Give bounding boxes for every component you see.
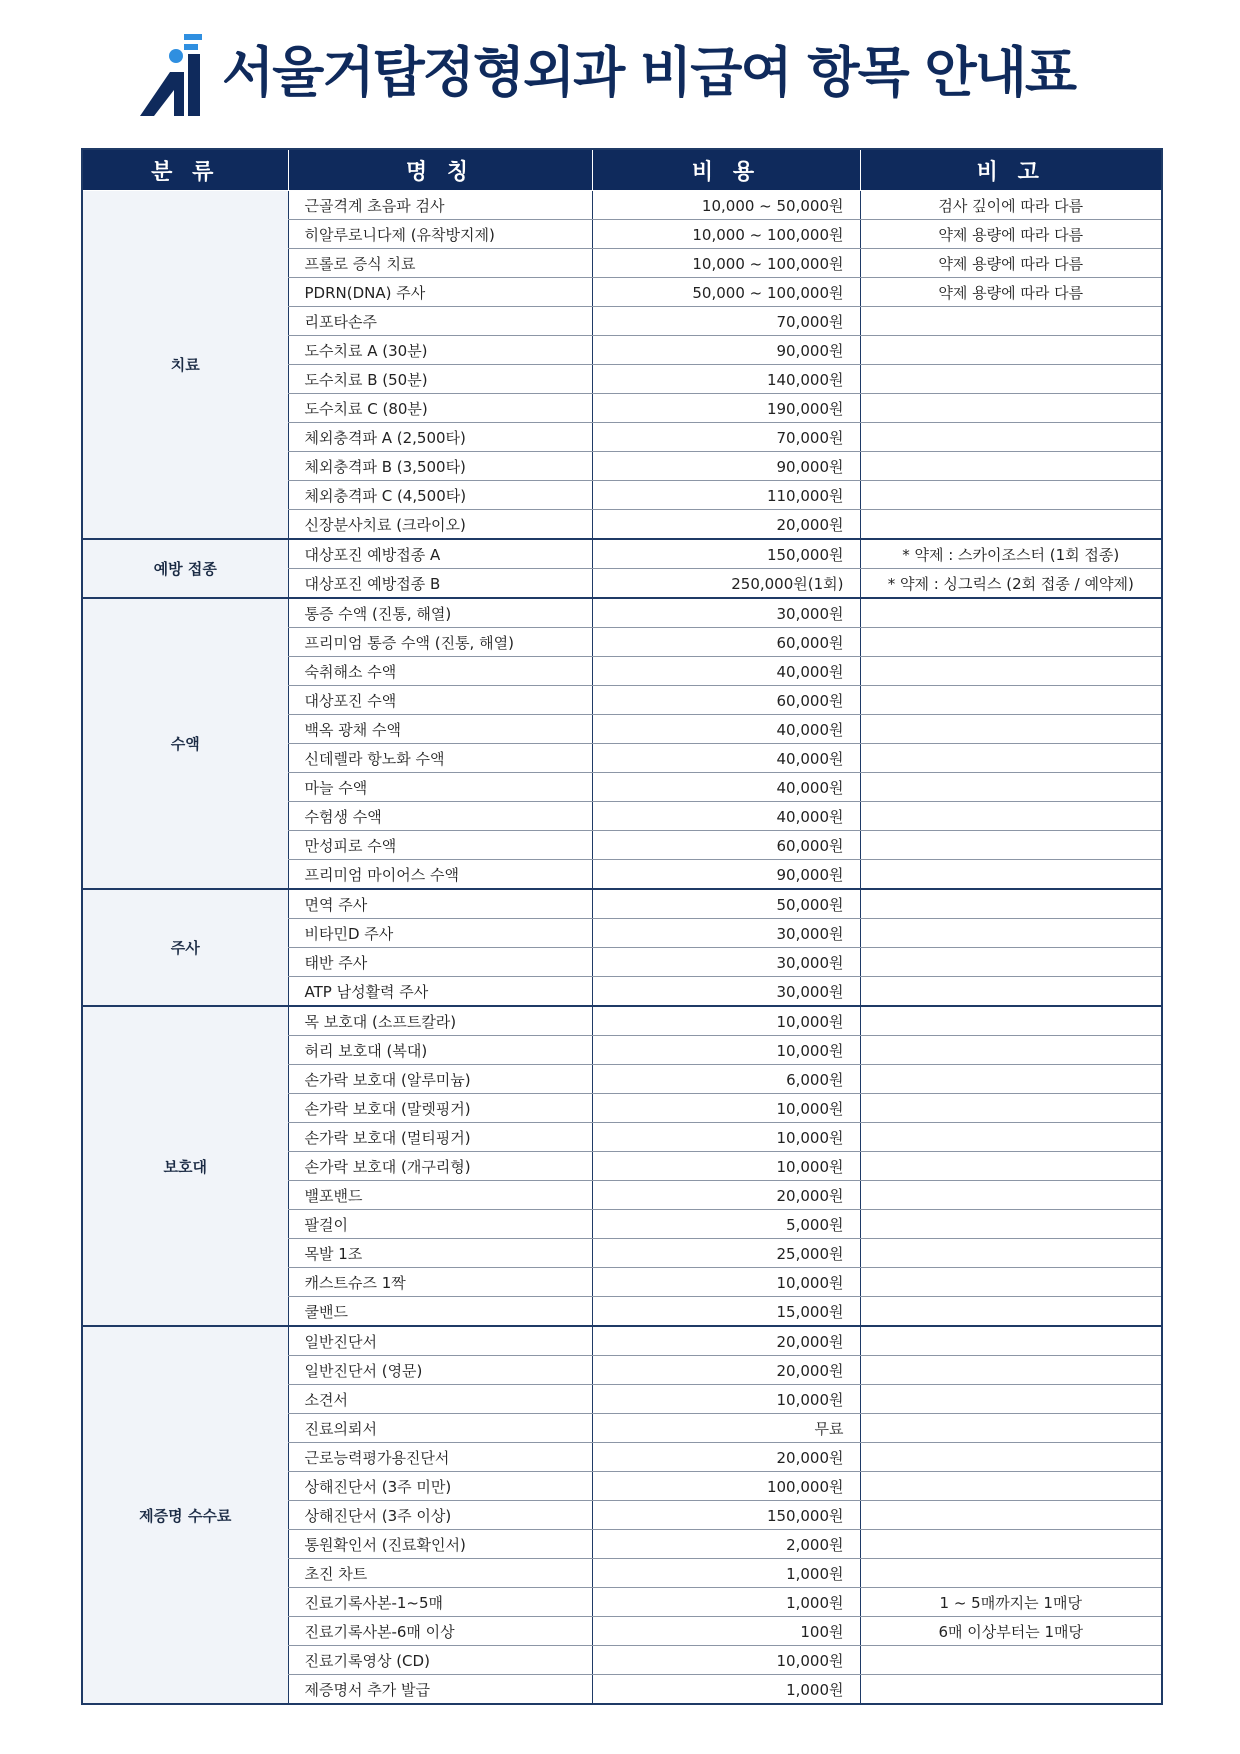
item-name-cell: 통원확인서 (진료확인서)	[288, 1530, 592, 1559]
item-note-cell	[860, 628, 1162, 657]
item-price-cell: 60,000원	[592, 628, 860, 657]
item-name-cell: 목발 1조	[288, 1239, 592, 1268]
item-name-cell: 근골격계 초음파 검사	[288, 191, 592, 220]
category-cell: 보호대	[82, 1006, 288, 1326]
item-name-cell: 프롤로 증식 치료	[288, 249, 592, 278]
item-name-cell: 체외충격파 C (4,500타)	[288, 481, 592, 510]
item-price-cell: 110,000원	[592, 481, 860, 510]
item-name-cell: 대상포진 예방접종 B	[288, 569, 592, 599]
item-price-cell: 20,000원	[592, 1181, 860, 1210]
item-note-cell: 1 ~ 5매까지는 1매당	[860, 1588, 1162, 1617]
item-name-cell: 면역 주사	[288, 889, 592, 919]
item-name-cell: 만성피로 수액	[288, 831, 592, 860]
table-row	[82, 1326, 1162, 1356]
item-name-cell: 소견서	[288, 1385, 592, 1414]
item-price-cell: 10,000 ~ 100,000원	[592, 249, 860, 278]
item-name-cell: 진료기록사본-1~5매	[288, 1588, 592, 1617]
item-note-cell	[860, 919, 1162, 948]
item-note-cell	[860, 365, 1162, 394]
item-note-cell	[860, 744, 1162, 773]
category-cell: 주사	[82, 889, 288, 1006]
item-note-cell	[860, 1210, 1162, 1239]
item-price-cell: 10,000원	[592, 1123, 860, 1152]
item-price-cell: 140,000원	[592, 365, 860, 394]
item-price-cell: 10,000원	[592, 1152, 860, 1181]
item-note-cell	[860, 452, 1162, 481]
page-title: 서울거탑정형외과 비급여 항목 안내표	[222, 41, 1076, 104]
item-note-cell	[860, 831, 1162, 860]
item-price-cell: 30,000원	[592, 598, 860, 628]
item-price-cell: 90,000원	[592, 860, 860, 890]
item-note-cell: 약제 용량에 따라 다름	[860, 278, 1162, 307]
item-note-cell	[860, 307, 1162, 336]
item-price-cell: 30,000원	[592, 948, 860, 977]
item-name-cell: 숙취해소 수액	[288, 657, 592, 686]
item-note-cell: 6매 이상부터는 1매당	[860, 1617, 1162, 1646]
item-name-cell: 손가락 보호대 (알루미늄)	[288, 1065, 592, 1094]
item-name-cell: 허리 보호대 (복대)	[288, 1036, 592, 1065]
item-note-cell	[860, 1501, 1162, 1530]
item-name-cell: 수험생 수액	[288, 802, 592, 831]
item-name-cell: 손가락 보호대 (멀티핑거)	[288, 1123, 592, 1152]
item-price-cell: 무료	[592, 1414, 860, 1443]
item-name-cell: ATP 남성활력 주사	[288, 977, 592, 1007]
item-price-cell: 10,000원	[592, 1036, 860, 1065]
item-price-cell: 10,000원	[592, 1646, 860, 1675]
item-price-cell: 90,000원	[592, 336, 860, 365]
item-note-cell	[860, 1297, 1162, 1327]
item-note-cell	[860, 773, 1162, 802]
item-note-cell	[860, 1268, 1162, 1297]
item-note-cell	[860, 1385, 1162, 1414]
item-name-cell: 백옥 광채 수액	[288, 715, 592, 744]
table-row	[82, 539, 1162, 569]
item-name-cell: 도수치료 C (80분)	[288, 394, 592, 423]
item-price-cell: 25,000원	[592, 1239, 860, 1268]
item-note-cell	[860, 1530, 1162, 1559]
item-note-cell	[860, 977, 1162, 1007]
item-name-cell: 제증명서 추가 발급	[288, 1675, 592, 1705]
item-price-cell: 70,000원	[592, 307, 860, 336]
header-name: 명 칭	[288, 149, 592, 191]
item-note-cell: 약제 용량에 따라 다름	[860, 220, 1162, 249]
table-header-row	[82, 149, 1162, 191]
item-note-cell	[860, 1065, 1162, 1094]
item-note-cell	[860, 481, 1162, 510]
item-name-cell: 체외충격파 B (3,500타)	[288, 452, 592, 481]
item-price-cell: 10,000원	[592, 1094, 860, 1123]
item-name-cell: 손가락 보호대 (말렛핑거)	[288, 1094, 592, 1123]
item-note-cell	[860, 1006, 1162, 1036]
item-name-cell: 도수치료 A (30분)	[288, 336, 592, 365]
item-name-cell: 진료의뢰서	[288, 1414, 592, 1443]
item-price-cell: 150,000원	[592, 1501, 860, 1530]
item-price-cell: 90,000원	[592, 452, 860, 481]
header-category: 분 류	[82, 149, 288, 191]
item-note-cell	[860, 948, 1162, 977]
item-name-cell: 진료기록영상 (CD)	[288, 1646, 592, 1675]
item-note-cell	[860, 1152, 1162, 1181]
item-name-cell: 초진 차트	[288, 1559, 592, 1588]
item-price-cell: 60,000원	[592, 686, 860, 715]
item-note-cell	[860, 1414, 1162, 1443]
item-price-cell: 10,000 ~ 50,000원	[592, 191, 860, 220]
item-name-cell: 도수치료 B (50분)	[288, 365, 592, 394]
item-note-cell: 검사 깊이에 따라 다름	[860, 191, 1162, 220]
item-note-cell	[860, 394, 1162, 423]
item-price-cell: 1,000원	[592, 1675, 860, 1705]
item-price-cell: 50,000 ~ 100,000원	[592, 278, 860, 307]
item-name-cell: 손가락 보호대 (개구리형)	[288, 1152, 592, 1181]
item-name-cell: 목 보호대 (소프트칼라)	[288, 1006, 592, 1036]
item-price-cell: 20,000원	[592, 1443, 860, 1472]
item-name-cell: 근로능력평가용진단서	[288, 1443, 592, 1472]
item-name-cell: PDRN(DNA) 주사	[288, 278, 592, 307]
table-row	[82, 598, 1162, 628]
item-note-cell	[860, 1472, 1162, 1501]
category-cell: 예방 접종	[82, 539, 288, 598]
item-note-cell	[860, 1559, 1162, 1588]
item-price-cell: 30,000원	[592, 977, 860, 1007]
category-cell: 치료	[82, 191, 288, 540]
item-name-cell: 프리미엄 마이어스 수액	[288, 860, 592, 890]
item-note-cell	[860, 802, 1162, 831]
item-name-cell: 대상포진 수액	[288, 686, 592, 715]
item-price-cell: 20,000원	[592, 1356, 860, 1385]
item-note-cell	[860, 1326, 1162, 1356]
item-note-cell	[860, 1181, 1162, 1210]
item-name-cell: 캐스트슈즈 1짝	[288, 1268, 592, 1297]
item-name-cell: 신장분사치료 (크라이오)	[288, 510, 592, 540]
item-note-cell	[860, 889, 1162, 919]
item-price-cell: 2,000원	[592, 1530, 860, 1559]
item-note-cell	[860, 860, 1162, 890]
item-price-cell: 40,000원	[592, 773, 860, 802]
item-note-cell	[860, 423, 1162, 452]
item-note-cell	[860, 510, 1162, 540]
item-note-cell	[860, 657, 1162, 686]
item-note-cell	[860, 598, 1162, 628]
item-note-cell	[860, 1094, 1162, 1123]
item-note-cell	[860, 336, 1162, 365]
page-header	[0, 32, 1240, 122]
item-note-cell	[860, 1646, 1162, 1675]
item-price-cell: 40,000원	[592, 715, 860, 744]
item-price-cell: 10,000원	[592, 1006, 860, 1036]
item-price-cell: 70,000원	[592, 423, 860, 452]
header-price: 비 용	[592, 149, 860, 191]
item-price-cell: 40,000원	[592, 802, 860, 831]
climbing-figure-logo-icon	[140, 32, 210, 118]
item-note-cell	[860, 1036, 1162, 1065]
item-name-cell: 신데렐라 항노화 수액	[288, 744, 592, 773]
item-price-cell: 40,000원	[592, 657, 860, 686]
item-price-cell: 30,000원	[592, 919, 860, 948]
item-price-cell: 190,000원	[592, 394, 860, 423]
item-note-cell	[860, 715, 1162, 744]
item-name-cell: 진료기록사본-6매 이상	[288, 1617, 592, 1646]
item-price-cell: 40,000원	[592, 744, 860, 773]
item-note-cell	[860, 1123, 1162, 1152]
item-price-cell: 20,000원	[592, 510, 860, 540]
table-row	[82, 889, 1162, 919]
item-name-cell: 태반 주사	[288, 948, 592, 977]
item-name-cell: 쿨밴드	[288, 1297, 592, 1327]
item-note-cell: 약제 용량에 따라 다름	[860, 249, 1162, 278]
item-name-cell: 팔걸이	[288, 1210, 592, 1239]
table-row	[82, 191, 1162, 220]
item-price-cell: 1,000원	[592, 1588, 860, 1617]
item-price-cell: 10,000원	[592, 1385, 860, 1414]
item-price-cell: 6,000원	[592, 1065, 860, 1094]
item-price-cell: 10,000원	[592, 1268, 860, 1297]
item-price-cell: 60,000원	[592, 831, 860, 860]
item-note-cell	[860, 1443, 1162, 1472]
item-name-cell: 상해진단서 (3주 미만)	[288, 1472, 592, 1501]
item-name-cell: 대상포진 예방접종 A	[288, 539, 592, 569]
item-name-cell: 히알루로니다제 (유착방지제)	[288, 220, 592, 249]
item-note-cell	[860, 686, 1162, 715]
item-name-cell: 리포타손주	[288, 307, 592, 336]
table-row	[82, 1006, 1162, 1036]
item-note-cell: * 약제 : 싱그릭스 (2회 접종 / 예약제)	[860, 569, 1162, 599]
item-name-cell: 마늘 수액	[288, 773, 592, 802]
item-price-cell: 20,000원	[592, 1326, 860, 1356]
item-name-cell: 일반진단서 (영문)	[288, 1356, 592, 1385]
item-price-cell: 5,000원	[592, 1210, 860, 1239]
item-price-cell: 100,000원	[592, 1472, 860, 1501]
item-note-cell: * 약제 : 스카이조스터 (1회 접종)	[860, 539, 1162, 569]
category-cell: 수액	[82, 598, 288, 889]
item-note-cell	[860, 1675, 1162, 1705]
item-price-cell: 150,000원	[592, 539, 860, 569]
item-price-cell: 50,000원	[592, 889, 860, 919]
item-name-cell: 통증 수액 (진통, 해열)	[288, 598, 592, 628]
item-note-cell	[860, 1356, 1162, 1385]
item-price-cell: 250,000원(1회)	[592, 569, 860, 599]
item-price-cell: 100원	[592, 1617, 860, 1646]
item-name-cell: 비타민D 주사	[288, 919, 592, 948]
fee-table-body	[82, 191, 1162, 1705]
category-cell: 제증명 수수료	[82, 1326, 288, 1704]
item-note-cell	[860, 1239, 1162, 1268]
item-name-cell: 프리미엄 통증 수액 (진통, 해열)	[288, 628, 592, 657]
item-price-cell: 15,000원	[592, 1297, 860, 1327]
fee-table	[81, 148, 1163, 1705]
item-name-cell: 체외충격파 A (2,500타)	[288, 423, 592, 452]
item-price-cell: 10,000 ~ 100,000원	[592, 220, 860, 249]
item-price-cell: 1,000원	[592, 1559, 860, 1588]
header-note: 비 고	[860, 149, 1162, 191]
item-name-cell: 밸포밴드	[288, 1181, 592, 1210]
item-name-cell: 일반진단서	[288, 1326, 592, 1356]
item-name-cell: 상해진단서 (3주 이상)	[288, 1501, 592, 1530]
